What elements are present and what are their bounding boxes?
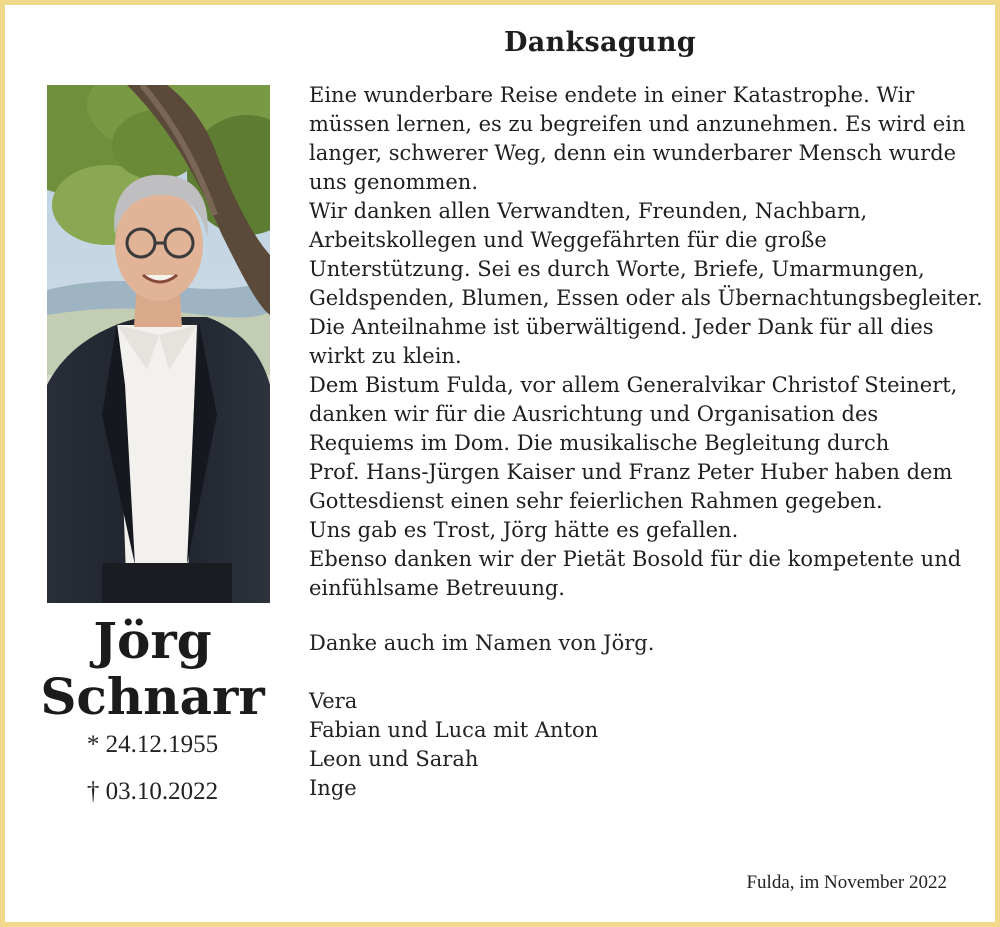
text-line: Requiems im Dom. Die musikalische Begleitung durch <box>309 431 890 455</box>
text-line: Wir danken allen Verwandten, Freunden, Nachbarn, <box>309 199 868 223</box>
thank-you-text <box>309 81 999 603</box>
text-line: müssen lernen, es zu begreifen und anzunehmen. Es wird ein <box>309 112 966 136</box>
place-and-date: Fulda, im November 2022 <box>746 872 947 893</box>
signer-name: Vera <box>309 689 358 713</box>
signer-name: Leon und Sarah <box>309 747 479 771</box>
text-line: Eine wunderbare Reise endete in einer Katastrophe. Wir <box>309 83 915 107</box>
closing-line: Danke auch im Namen von Jörg. <box>309 631 655 655</box>
text-line: Ebenso danken wir der Pietät Bosold für die kompetente und <box>309 547 962 571</box>
text-line: Geldspenden, Blumen, Essen oder als Übernachtungsbegleiter. <box>309 286 983 310</box>
text-line: Die Anteilnahme ist überwältigend. Jeder Dank für all dies <box>309 315 934 339</box>
portrait-photo <box>47 85 270 603</box>
text-line: Unterstützung. Sei es durch Worte, Briefe, Umarmungen, <box>309 257 925 281</box>
deceased-first-name: Jörg <box>93 611 212 670</box>
signer-name: Fabian und Luca mit Anton <box>309 718 599 742</box>
text-line: Dem Bistum Fulda, vor allem Generalvikar Christof Steinert, <box>309 373 958 397</box>
signer-name: Inge <box>309 776 357 800</box>
signers-list <box>309 687 598 803</box>
text-line: Prof. Hans-Jürgen Kaiser und Franz Peter Huber haben dem <box>309 460 953 484</box>
deceased-last-name: Schnarr <box>40 667 265 726</box>
text-line: langer, schwerer Weg, denn ein wunderbarer Mensch wurde <box>309 141 957 165</box>
text-line: Uns gab es Trost, Jörg hätte es gefallen. <box>309 518 739 542</box>
death-date: † 03.10.2022 <box>86 778 219 805</box>
notice-heading: Danksagung <box>504 27 696 58</box>
text-line: danken wir für die Ausrichtung und Organisation des <box>309 402 879 426</box>
text-line: uns genommen. <box>309 170 478 194</box>
birth-date: * 24.12.1955 <box>86 731 219 758</box>
text-line: wirkt zu klein. <box>309 344 462 368</box>
text-line: Gottesdienst einen sehr feierlichen Rahmen gegeben. <box>309 489 883 513</box>
text-line: einfühlsame Betreuung. <box>309 576 565 600</box>
text-line: Arbeitskollegen und Weggefährten für die große <box>309 228 827 252</box>
